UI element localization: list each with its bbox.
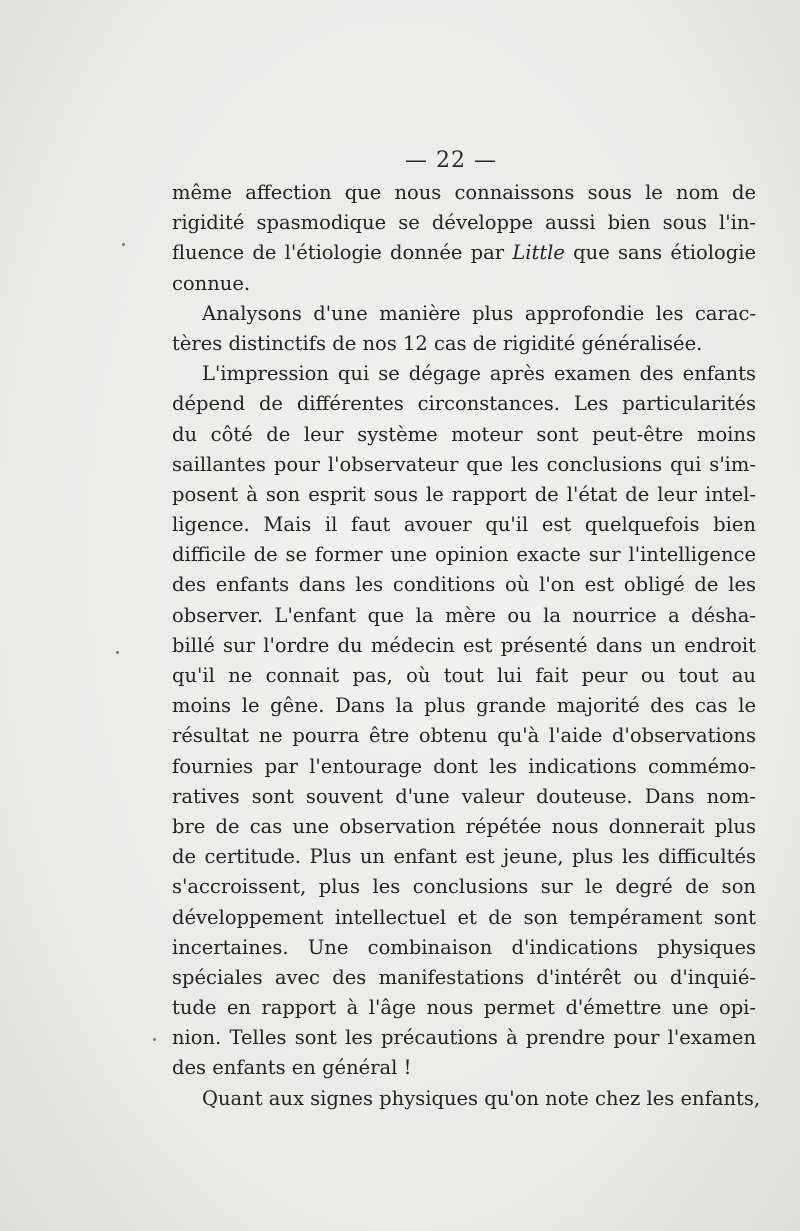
text-line (172, 601, 756, 631)
text-line (172, 269, 756, 299)
text-line-content: difficile de se former une opinion exacte sur l'intelligence (172, 543, 756, 567)
paper-speck (122, 243, 125, 246)
text-line-content: des enfants dans les conditions où l'on est obligé de les (172, 573, 756, 597)
text-line (172, 812, 756, 842)
text-line-content: du côté de leur système moteur sont peut-être moins (172, 422, 756, 446)
text-line-content: posent à son esprit sous le rapport de l'état de leur intel- (172, 482, 756, 506)
page-number: — 22 — (405, 148, 497, 173)
text-line (172, 691, 756, 721)
text-line-continuation: que sans étiologie (564, 241, 756, 265)
text-line (172, 329, 756, 359)
text-line-content: Analysons d'une manière plus approfondie les carac- (202, 301, 756, 325)
text-line-content: qu'il ne connait pas, où tout lui fait peur ou tout au (172, 664, 756, 687)
text-line-content: résultat ne pourra être obtenu qu'à l'aide d'observations (172, 724, 756, 748)
text-line (172, 450, 756, 480)
text-line (172, 631, 756, 661)
text-line (172, 540, 756, 570)
text-line-content: tude en rapport à l'âge nous permet d'émettre une opi- (172, 996, 756, 1020)
text-line (172, 1023, 756, 1053)
text-line (172, 238, 756, 268)
text-line (172, 661, 756, 691)
text-line-content: des enfants en général ! (172, 1056, 412, 1080)
text-line-content: spéciales avec des manifestations d'intérêt ou d'inquié- (172, 965, 756, 989)
text-line-content: Quant aux signes physiques qu'on note chez les enfants, (202, 1086, 761, 1110)
text-line (172, 963, 756, 993)
text-line (172, 993, 756, 1023)
text-line (172, 872, 756, 902)
text-line (172, 1084, 761, 1114)
text-line-content: incertaines. Une combinaison d'indications physiques (172, 935, 756, 959)
text-line-content: rigidité spasmodique se développe aussi bien sous l'in- (172, 211, 756, 235)
text-line-content: nion. Telles sont les précautions à prendre pour l'examen (172, 1026, 756, 1050)
text-line-content: de certitude. Plus un enfant est jeune, plus les difficultés (172, 845, 756, 869)
text-line (172, 1053, 756, 1083)
paper-speck (116, 651, 119, 654)
text-line (172, 782, 756, 812)
text-line (172, 359, 756, 389)
text-line (172, 420, 756, 450)
text-line (172, 299, 756, 329)
text-line (172, 480, 756, 510)
text-line (172, 842, 756, 872)
text-line (172, 178, 756, 208)
paper-speck (153, 1038, 156, 1041)
text-line-content: dépend de différentes circonstances. Les particularités (172, 392, 756, 416)
text-line-content: ratives sont souvent d'une valeur douteuse. Dans nom- (172, 784, 756, 808)
text-line (172, 389, 756, 419)
italic-name: Little (512, 241, 565, 265)
text-line-content: même affection que nous connaissons sous le nom de (172, 181, 756, 204)
text-line-content: moins le gêne. Dans la plus grande majorité des cas le (172, 694, 756, 718)
text-line-content: ligence. Mais il faut avouer qu'il est quelquefois bien (172, 513, 756, 537)
text-line-content: L'impression qui se dégage après examen des enfants (202, 362, 756, 386)
text-line-content: connue. (172, 271, 251, 295)
text-line-content: fournies par l'entourage dont les indications commémo- (172, 754, 756, 778)
text-line-content: tères distinctifs de nos 12 cas de rigidité généralisée. (172, 331, 703, 355)
text-line-content: s'accroissent, plus les conclusions sur le degré de son (172, 875, 756, 899)
text-line (172, 903, 756, 933)
text-line-content: observer. L'enfant que la mère ou la nourrice a désha- (172, 603, 756, 627)
text-line (172, 721, 756, 751)
text-line (172, 933, 756, 963)
text-line (172, 752, 756, 782)
text-line-content: bre de cas une observation répétée nous donnerait plus (172, 814, 756, 838)
text-line-content: développement intellectuel et de son tempérament sont (172, 905, 756, 929)
text-line-content: saillantes pour l'observateur que les conclusions qui s'im- (172, 452, 756, 476)
text-line (172, 510, 756, 540)
text-line (172, 208, 756, 238)
text-line-content: fluence de l'étiologie donnée par (172, 241, 513, 265)
text-line (172, 570, 756, 600)
body-text (172, 178, 761, 1114)
text-line-content: billé sur l'ordre du médecin est présenté dans un endroit (172, 633, 756, 657)
